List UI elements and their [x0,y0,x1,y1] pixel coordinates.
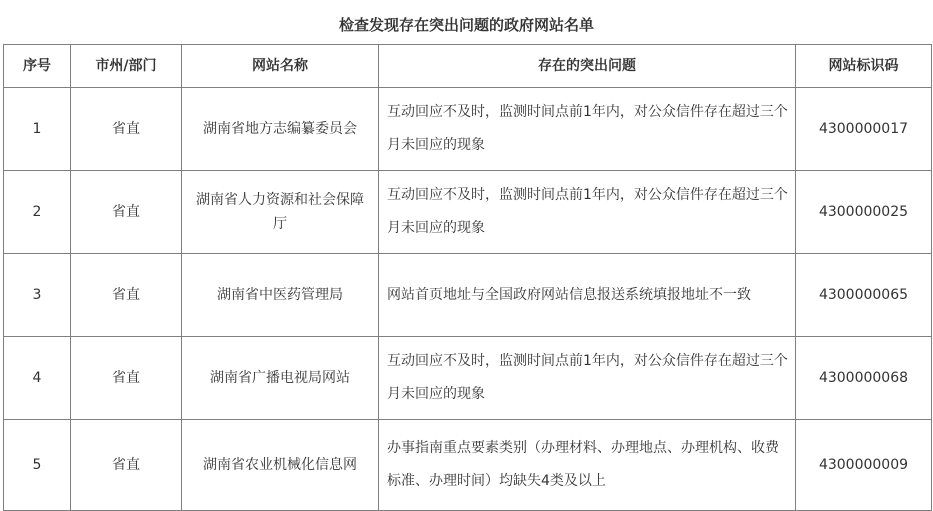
column-header-index: 序号 [4,45,71,88]
cell-site-name: 湖南省农业机械化信息网 [182,420,379,511]
cell-site-name: 湖南省中医药管理局 [182,254,379,337]
cell-site-code: 4300000068 [796,337,932,420]
cell-region: 省直 [71,88,182,171]
table-row [4,254,932,337]
cell-index: 5 [4,420,71,511]
website-list-table [3,44,932,511]
table-row [4,337,932,420]
cell-site-name: 湖南省广播电视局网站 [182,337,379,420]
column-header-issue: 存在的突出问题 [379,45,796,88]
cell-region: 省直 [71,254,182,337]
cell-issue: 办事指南重点要素类别（办理材料、办理地点、办理机构、收费标准、办理时间）均缺失4类及以上 [379,420,796,511]
cell-site-code: 4300000017 [796,88,932,171]
column-header-site-name: 网站名称 [182,45,379,88]
column-header-region: 市州/部门 [71,45,182,88]
cell-site-name: 湖南省人力资源和社会保障厅 [182,171,379,254]
cell-index: 3 [4,254,71,337]
cell-index: 4 [4,337,71,420]
table-row [4,420,932,511]
cell-site-name: 湖南省地方志编纂委员会 [182,88,379,171]
column-header-site-code: 网站标识码 [796,45,932,88]
table-row [4,88,932,171]
cell-index: 1 [4,88,71,171]
page-title: 检查发现存在突出问题的政府网站名单 [338,16,594,34]
cell-site-code: 4300000009 [796,420,932,511]
cell-region: 省直 [71,171,182,254]
cell-region: 省直 [71,337,182,420]
cell-issue: 互动回应不及时，监测时间点前1年内，对公众信件存在超过三个月未回应的现象 [379,337,796,420]
table-header-row [4,45,932,88]
table-row [4,171,932,254]
cell-site-code: 4300000025 [796,171,932,254]
cell-region: 省直 [71,420,182,511]
cell-site-code: 4300000065 [796,254,932,337]
cell-issue: 网站首页地址与全国政府网站信息报送系统填报地址不一致 [379,254,796,337]
cell-index: 2 [4,171,71,254]
cell-issue: 互动回应不及时，监测时间点前1年内，对公众信件存在超过三个月未回应的现象 [379,88,796,171]
cell-issue: 互动回应不及时，监测时间点前1年内，对公众信件存在超过三个月未回应的现象 [379,171,796,254]
